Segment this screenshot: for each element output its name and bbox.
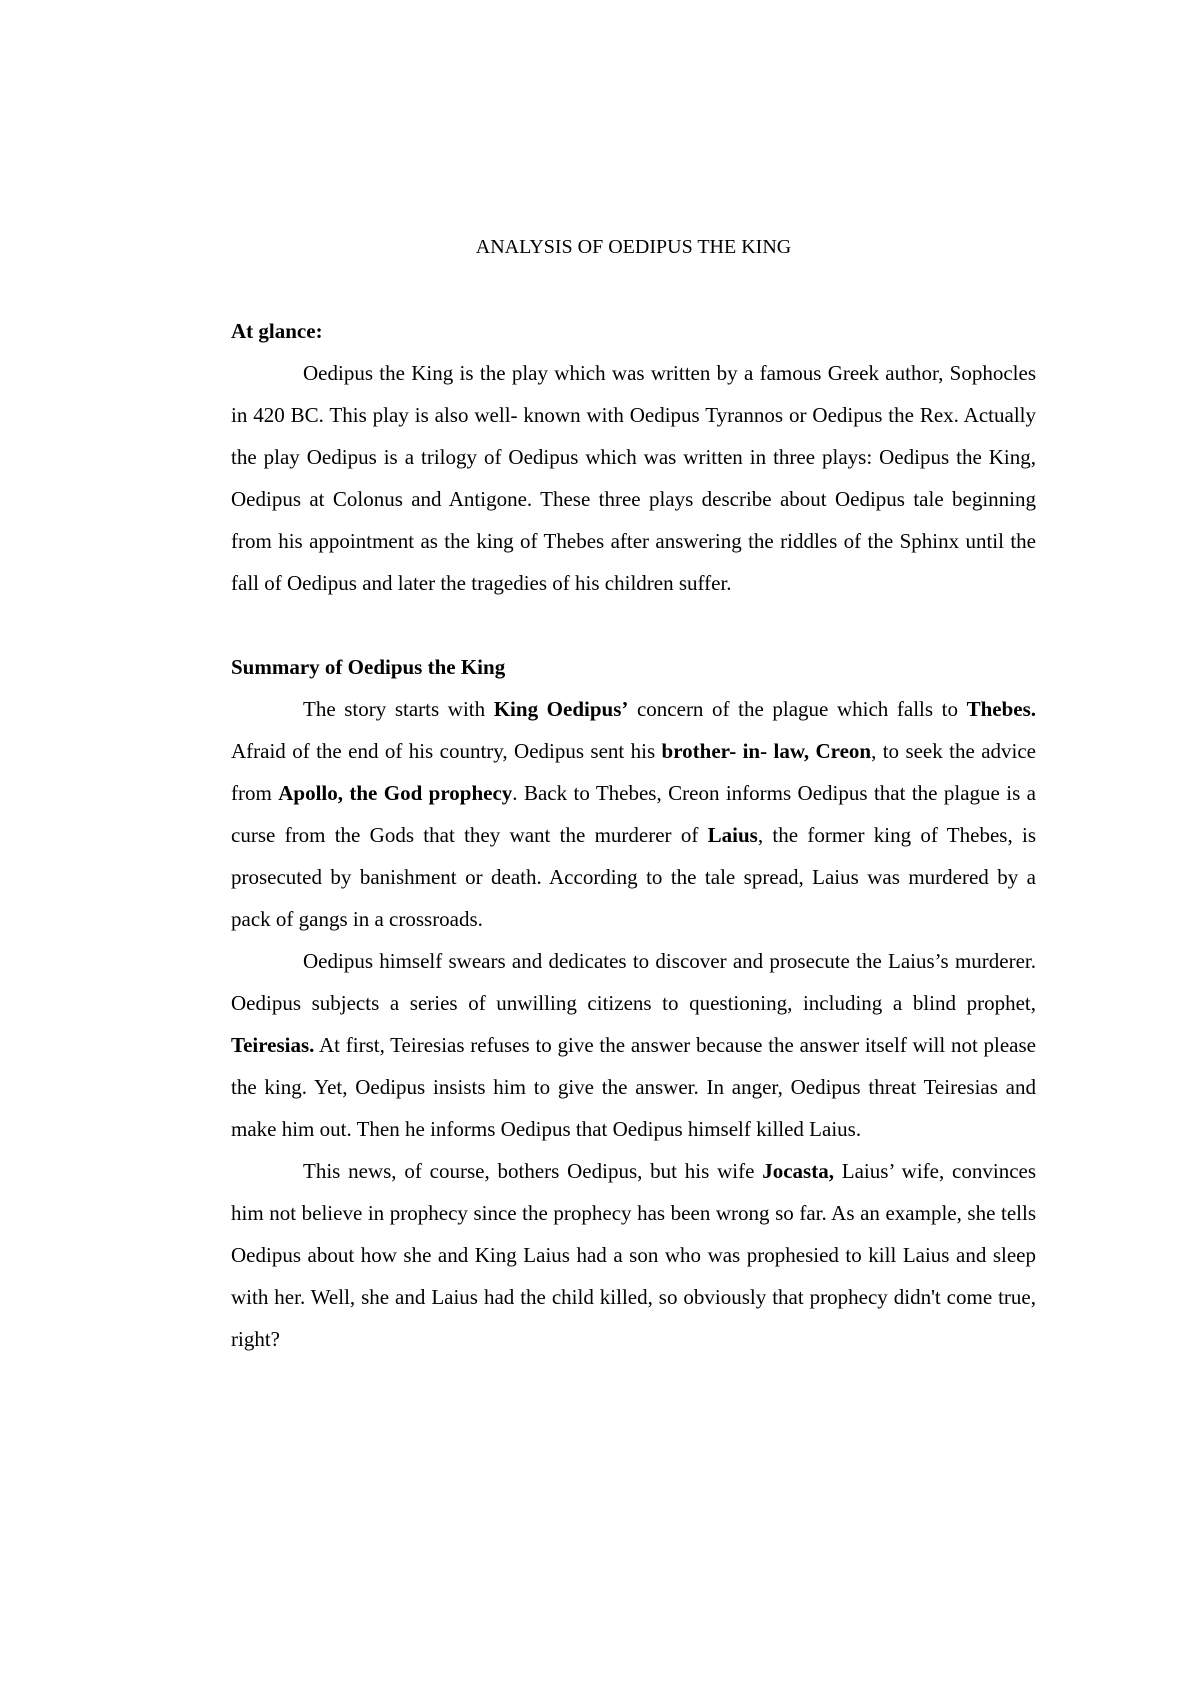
document-body (231, 226, 1036, 1360)
paragraph-summary-2 (231, 940, 1036, 1150)
text-run: . Back to Thebes, Creon informs Oedipus that the plague is a curse from the Gods that they want the murderer of (231, 781, 1036, 847)
bold-term-teiresias: Teiresias. (231, 1033, 315, 1057)
bold-term-jocasta: Jocasta, (762, 1159, 834, 1183)
document-title: ANALYSIS OF OEDIPUS THE KING (475, 236, 792, 258)
spacer (231, 604, 1036, 646)
text-run: Oedipus himself swears and dedicates to discover and prosecute the Laius’s murderer. Oedipus subjects a series of unwilling citizens to questioning, including a blind prophet, (231, 949, 1036, 1015)
text-run: , the former king of Thebes, is prosecuted by banishment or death. According to the tale spread, Laius was murdered by a pack of gangs in a crossroads. (231, 823, 1036, 931)
section-heading-at-glance: At glance: (231, 319, 323, 343)
text-run: Afraid of the end of his country, Oedipus sent his (231, 739, 662, 763)
bold-term-apollo: Apollo, the God prophecy (278, 781, 513, 805)
text-run: The story starts with (303, 697, 494, 721)
paragraph-summary-1 (231, 688, 1036, 940)
bold-term-creon: brother- in- law, Creon (661, 739, 872, 763)
paragraph-at-glance: Oedipus the King is the play which was written by a famous Greek author, Sophocles in 420 BC. This play is also well- known with Oedipus Tyrannos or Oedipus the Rex. Actually the play Oedipus is a trilogy of Oedipus which was written in three plays: Oedipus the King, Oedipus at Colonus and Antigone. These three plays describe about Oedipus tale beginning from his appointment as the king of Thebes after answering the riddles of the Sphinx until the fall of Oedipus and later the tragedies of his children suffer. (231, 361, 1036, 595)
text-run: concern of the plague which falls to (628, 697, 967, 721)
bold-term-thebes: Thebes. (966, 697, 1037, 721)
bold-term-king-oedipus: King Oedipus’ (493, 697, 629, 721)
bold-term-laius: Laius (707, 823, 758, 847)
paragraph-summary-3 (231, 1150, 1036, 1360)
text-run: Laius’ wife, convinces him not believe in prophecy since the prophecy has been wrong so far. As an example, she tells Oedipus about how she and King Laius had a son who was prophesied to kill Laius and sleep with her. Well, she and Laius had the child killed, so obviously that prophecy didn't come true, right? (231, 1159, 1037, 1351)
spacer (231, 268, 1036, 310)
text-run: At first, Teiresias refuses to give the answer because the answer itself will not please the king. Yet, Oedipus insists him to give the answer. In anger, Oedipus threat Teiresias and make him out. Then he informs Oedipus that Oedipus himself killed Laius. (231, 1033, 1036, 1141)
text-run: , to seek the advice from (231, 739, 1036, 805)
text-run: This news, of course, bothers Oedipus, but his wife (303, 1159, 763, 1183)
section-heading-summary: Summary of Oedipus the King (231, 655, 506, 679)
